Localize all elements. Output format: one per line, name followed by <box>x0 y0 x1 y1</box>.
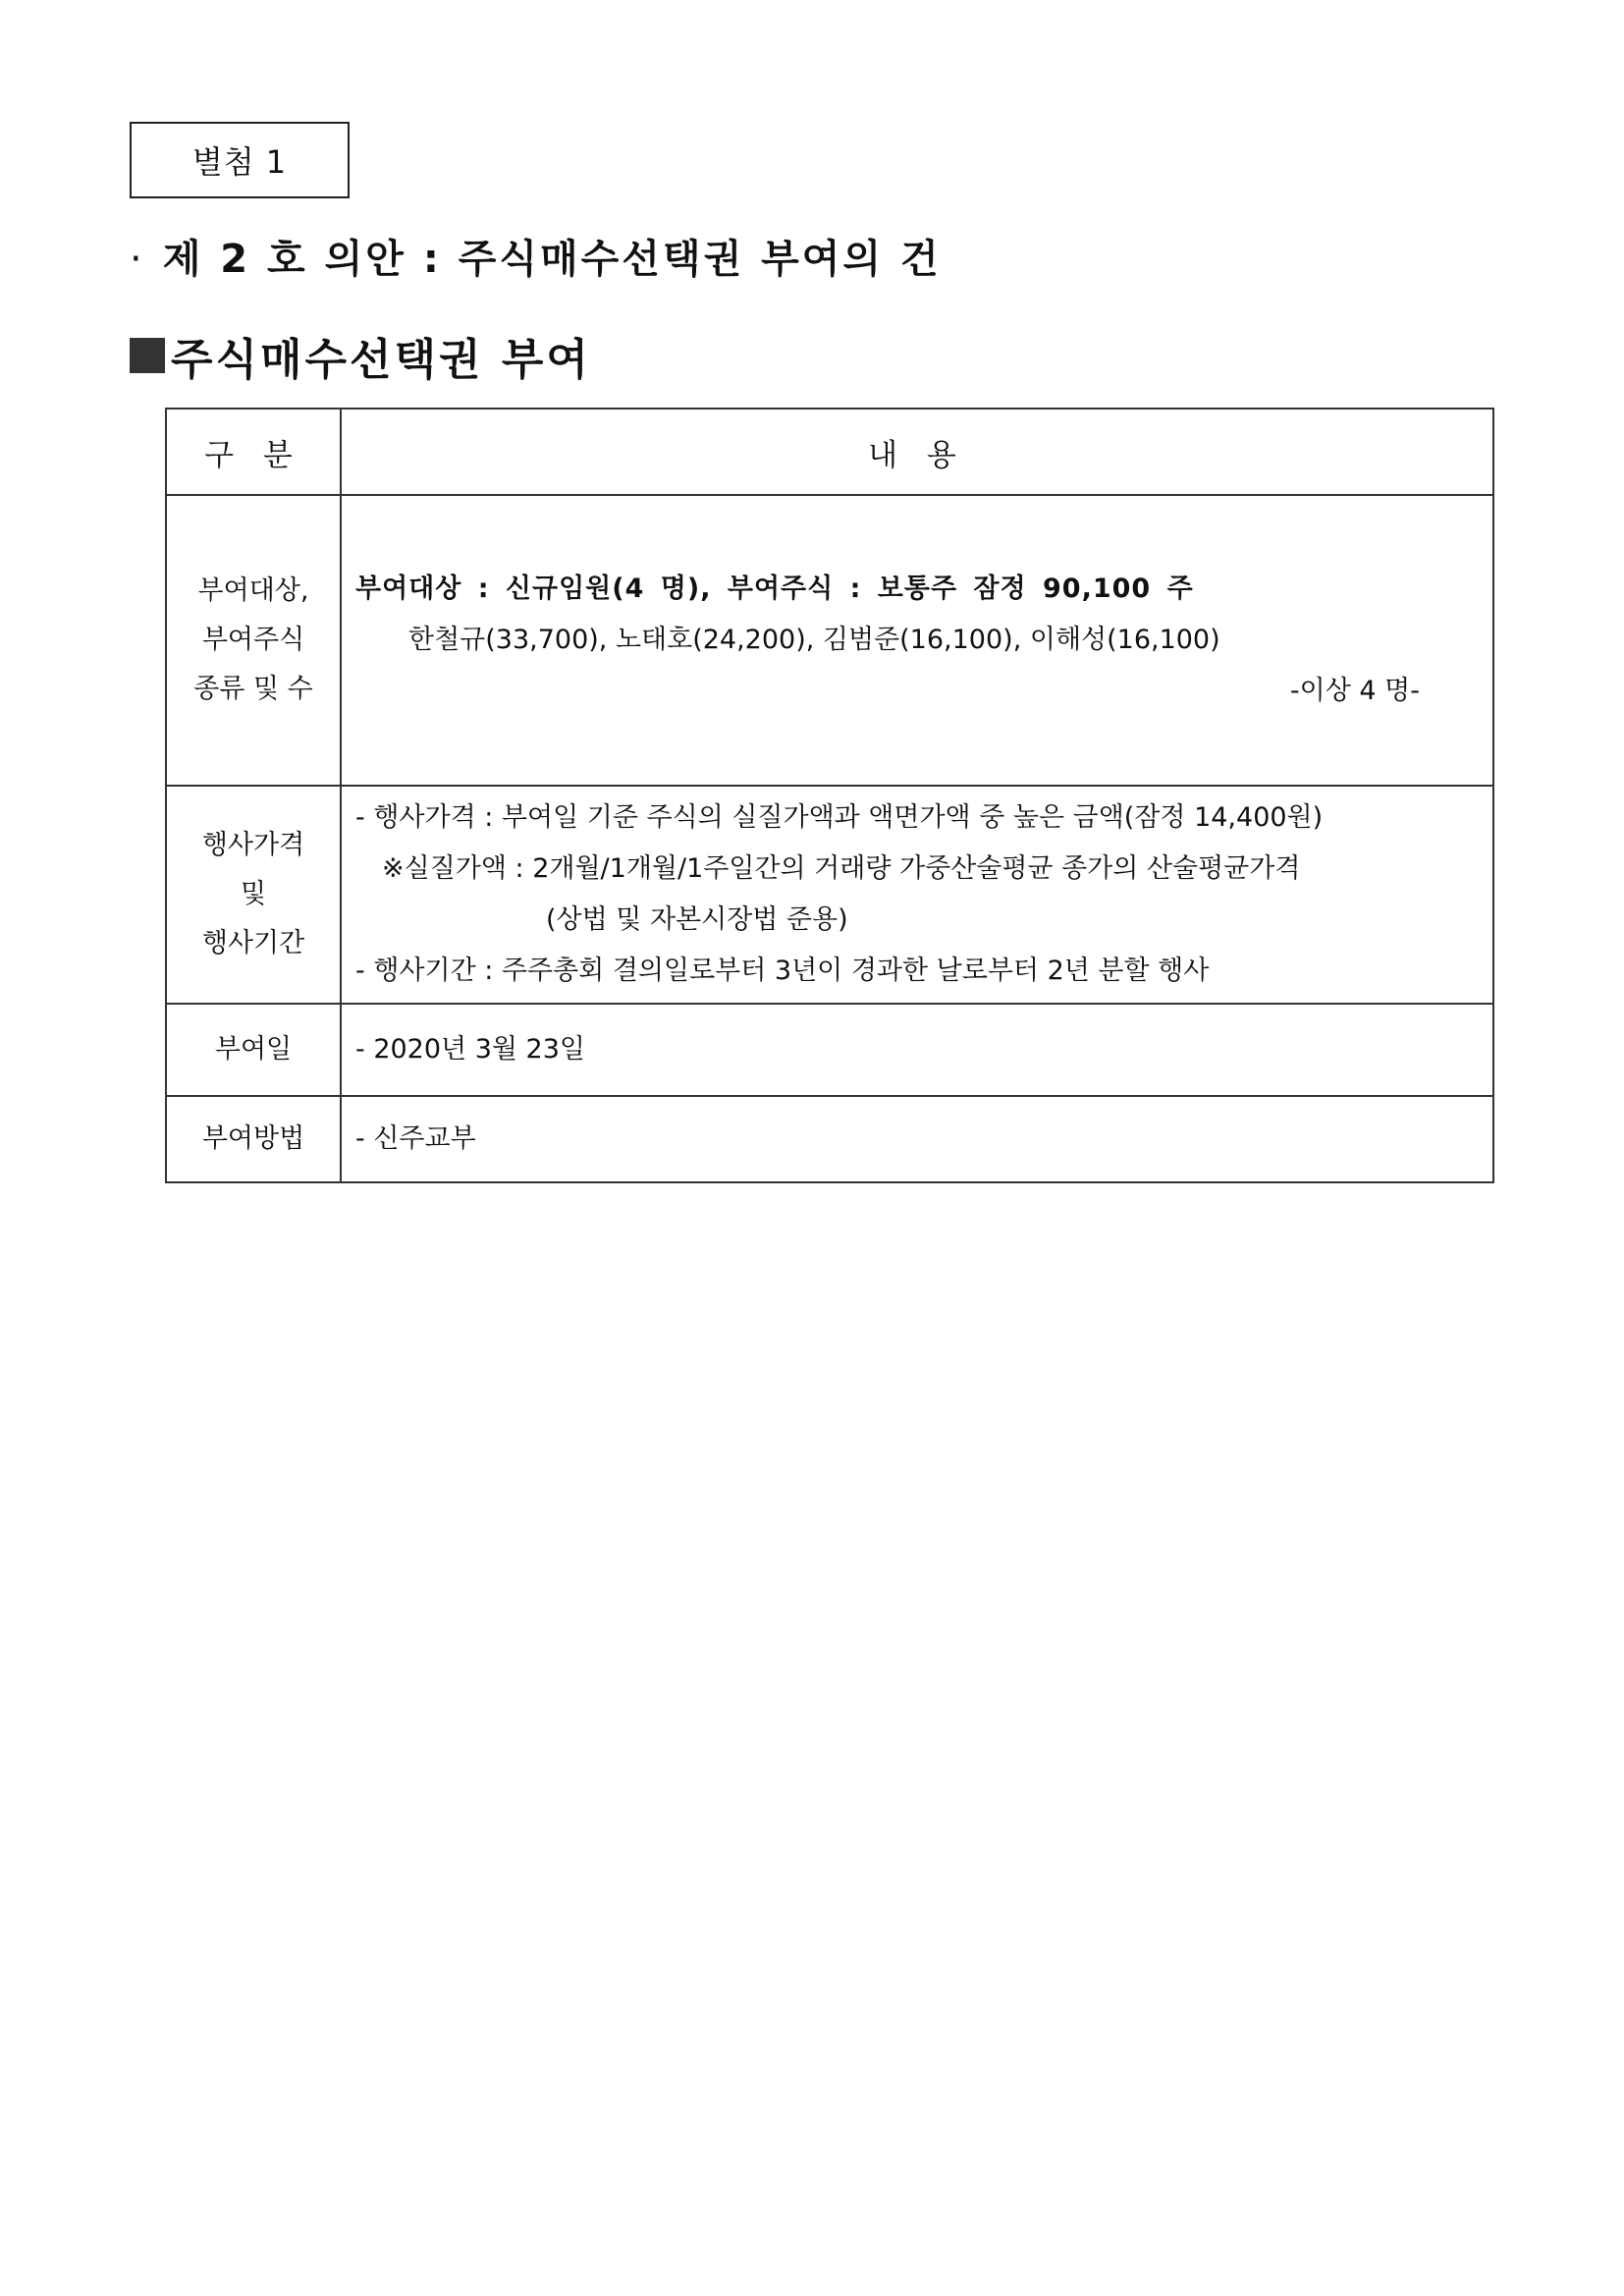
header-category: 구 분 <box>166 409 341 495</box>
row-label-line: 부여일 <box>214 1034 293 1065</box>
row-label-line: 종류 및 수 <box>193 674 313 704</box>
table-header-row <box>166 409 1493 495</box>
grant-date: - 2020년 3월 23일 <box>355 1034 585 1065</box>
fair-value-note: ※실질가액 : 2개월/1개월/1주일간의 거래량 가중산술평균 종가의 산술평균가격 <box>382 853 1301 884</box>
row-label <box>166 1004 341 1096</box>
exercise-price-line: - 행사가격 : 부여일 기준 주식의 실질가액과 액면가액 중 높은 금액(잠정 14,400원) <box>355 802 1324 833</box>
section-title <box>130 324 591 387</box>
agenda-title-text: 제 2 호 의안 : 주식매수선택권 부여의 건 <box>162 237 942 282</box>
row-label-line: 행사기간 <box>201 928 305 958</box>
section-title-text: 주식매수선택권 부여 <box>171 335 591 385</box>
row-label-line: 행사가격 <box>201 830 305 860</box>
row-label <box>166 495 341 786</box>
row-label <box>166 1096 341 1182</box>
square-bullet-icon <box>130 338 165 373</box>
grant-method: - 신주교부 <box>355 1123 476 1154</box>
table-row <box>166 495 1493 786</box>
row-content <box>341 1004 1493 1096</box>
legal-basis-note: (상법 및 자본시장법 준용) <box>546 904 848 935</box>
row-label-line: 부여대상, <box>197 575 309 606</box>
agenda-bullet: · <box>130 237 145 282</box>
grant-target-summary: 부여대상 : 신규임원(4 명), 부여주식 : 보통주 잠정 90,100 주 <box>355 574 1194 604</box>
grantee-count: -이상 4 명- <box>1289 676 1420 706</box>
row-label-line: 부여주식 <box>201 625 305 655</box>
attachment-label-text: 별첨 1 <box>191 143 288 181</box>
grantee-list: 한철규(33,700), 노태호(24,200), 김범준(16,100), 이해성(16,100) <box>408 625 1220 655</box>
agenda-title <box>130 228 942 284</box>
table-row <box>166 786 1493 1004</box>
table-row <box>166 1004 1493 1096</box>
row-content <box>341 1096 1493 1182</box>
header-content: 내 용 <box>341 409 1493 495</box>
attachment-label <box>130 122 350 198</box>
row-content <box>341 495 1493 786</box>
row-content <box>341 786 1493 1004</box>
table-row <box>166 1096 1493 1182</box>
exercise-period-line: - 행사기간 : 주주총회 결의일로부터 3년이 경과한 날로부터 2년 분할 행사 <box>355 956 1210 986</box>
row-label-line: 부여방법 <box>201 1123 305 1154</box>
row-label-line: 및 <box>240 879 267 909</box>
stock-option-table <box>165 408 1494 1183</box>
row-label <box>166 786 341 1004</box>
